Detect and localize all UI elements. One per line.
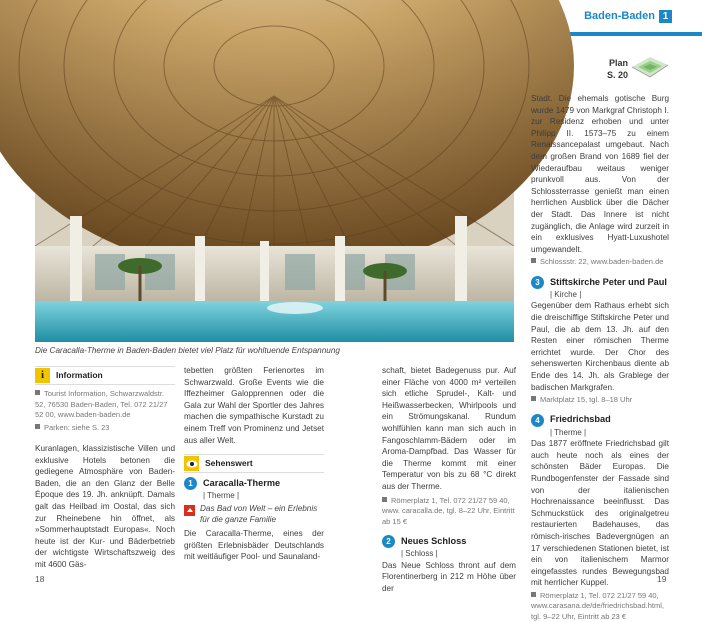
plan-reference[interactable] <box>598 57 628 81</box>
bullet-square-icon <box>35 424 40 429</box>
poi-category: | Schloss | <box>401 549 438 559</box>
caracalla-meta: Römerplatz 1, Tel. 072 21/27 59 40, www. caracalla.de, tgl. 8–22 Uhr, Eintritt ab 15 € <box>382 495 515 526</box>
bullet-square-icon <box>382 497 387 502</box>
caracalla-description: schaft, bietet Badegenuss pur. Auf einer Fläche von 4000 m² verteilen sich etliche Sprudel-, Kalt- und Heißwasserbecken, Whirlpools und ein Strömungskanal. Rundum wohlfühlen kann man sich auch in Fangoschlamm-Bädern oder im Aroma-Dampfbad. Das Wasser für die Therme kommt mit einer Temperatur von bis zu 68 °C direkt aus der Therme. <box>382 366 516 491</box>
highlight-icon <box>184 505 195 516</box>
info-icon: i <box>35 368 50 383</box>
city-map-icon[interactable] <box>630 53 670 79</box>
column-3 <box>382 365 516 594</box>
poi-heading-caracalla[interactable] <box>184 477 324 490</box>
bullet-square-icon <box>531 396 536 401</box>
neues-schloss-meta: Schlossstr. 22, www.baden-baden.de <box>531 257 669 268</box>
neues-schloss-continued: Stadt. Die ehemals gotische Burg wurde 1479 von Markgraf Christoph I. zur Residenz erhoben und unter Philipp II. 1573–75 zu einem Renaissancepalast umgebaut. Nach dem großen Brand von 1689 fiel der Wiederaufbau weitaus weniger prunkvoll aus. Von der Schlossterrasse genießt man einen herrlichen Ausblick über die Dächer der Stadt. Das Innere ist nicht zugänglich, die Anlage wird zurzeit in ein exklusives Hyatt-Luxushotel umgewandelt. <box>531 94 669 254</box>
plan-label: Plan <box>608 58 628 68</box>
info-box-header <box>35 366 175 385</box>
poi-name: Stiftskirche Peter und Paul <box>550 276 667 287</box>
page-number-left: 18 <box>35 574 45 584</box>
stiftskirche-meta: Marktplatz 15, tgl. 8–18 Uhr <box>531 395 669 406</box>
bullet-square-icon <box>531 592 536 597</box>
intro-continued: tebetten größten Ferienortes im Schwarzwald. Große Events wie die Iffezheimer Galopprennen oder die Gala zur Wahl der Sportler des Jahres machen die sympathische Kurstadt zu einem Treff von Prominenz und Jetset aus aller Welt. <box>184 366 324 445</box>
parking-info: Parken: siehe S. 23 <box>35 423 175 434</box>
info-address: Tourist Information, Schwarzwaldstr. 52, 76530 Baden-Baden, Tel. 072 21/27 52 00, www.baden-baden.de <box>35 389 168 419</box>
running-header-badge: 1 <box>659 10 672 23</box>
column-4 <box>531 93 669 622</box>
poi-heading-stiftskirche[interactable] <box>531 276 669 289</box>
poi-category: | Therme | <box>550 427 587 437</box>
plan-page: S. 20 <box>606 70 628 80</box>
info-label: Information <box>56 369 103 380</box>
intro-paragraph: Kuranlagen, klassizistische Villen und exklusive Hotels betonen die gediegene Atmosphäre von Baden-Baden, die an den Glanz der Belle Époque des 19. Jh. anknüpft. Damals galt das Heilbad im Oostal, das sich zur Rheinebene hin öffnet, als »Sommerhauptstadt Europas«. Noch heute ist der Kur- und Bäderbetrieb der wichtigste Wirtschaftszweig des mit 4600 Gäs- <box>35 444 175 569</box>
poi-description: Das 1877 eröffnete Friedrichsbad gilt auch heute noch als eines der schönsten Bäder Europas. Die Rundbogenfenster der Fassade sind von der italienischen Hochrenaissance beeinflusst. Das Schmuckstück des originalgetreu restaurierten Badehauses, das römisch-irisches Badevergnügen an 17 verschiedenen Stationen bietet, ist ein von italienischem Marmor eingefasstes rundes Bewegungsbad mit herrlicher Kuppel. <box>531 439 669 588</box>
poi-heading-neues-schloss[interactable] <box>382 535 516 548</box>
poi-description: Die Caracalla-Therme, eines der größten Erlebnisbäder Deutschlands mit weitläufiger Pool- und Saunaland- <box>184 528 324 562</box>
poi-number-1: 1 <box>184 477 197 490</box>
poi-category: | Kirche | <box>550 289 582 299</box>
poi-description: Gegenüber dem Rathaus erhebt sich die dreischiffige Stiftskirche Peter und Paul, die ab dem 13. Jh. auf den Resten einer römischen Therme errichtet wurde. Der Chor des sehenswerten Kirchenbaus diente ab Ende des 14. Jh. als Grablege der badischen Markgrafen. <box>531 301 669 392</box>
tip-text: Das Bad von Welt – ein Erlebnis für die ganze Familie <box>200 503 318 525</box>
sights-header <box>184 454 324 473</box>
poi-number-2: 2 <box>382 535 395 548</box>
poi-heading-friedrichsbad[interactable] <box>531 414 669 427</box>
poi-name: Neues Schloss <box>401 535 467 546</box>
bullet-square-icon <box>531 258 536 263</box>
running-header-title: Baden-Baden <box>584 10 655 22</box>
column-2 <box>184 365 324 563</box>
poi-name: Caracalla-Therme <box>203 477 281 488</box>
bullet-square-icon <box>35 390 40 395</box>
highlight-tip <box>184 503 324 526</box>
column-1 <box>35 366 175 571</box>
running-header <box>584 9 672 23</box>
poi-number-3: 3 <box>531 276 544 289</box>
friedrichsbad-meta: Römerplatz 1, Tel. 072 21/27 59 40, www.carasana.de/de/friedrichsbad.html, tgl. 9–22 Uhr, Eintritt ab 23 € <box>531 590 664 621</box>
poi-number-4: 4 <box>531 414 544 427</box>
poi-name: Friedrichsbad <box>550 414 611 425</box>
poi-category: | Therme | <box>203 491 240 501</box>
photo-caption: Die Caracalla-Therme in Baden-Baden bietet viel Platz für wohltuende Entspannung <box>35 346 340 355</box>
poi-description: Das Neue Schloss thront auf dem Florentinerberg in 212 m Höhe über der <box>382 560 516 593</box>
caracalla-therme-photo <box>35 96 514 342</box>
page-number-right: 19 <box>657 574 667 584</box>
eye-icon <box>184 456 199 471</box>
sights-label: Sehenswert <box>205 457 253 468</box>
